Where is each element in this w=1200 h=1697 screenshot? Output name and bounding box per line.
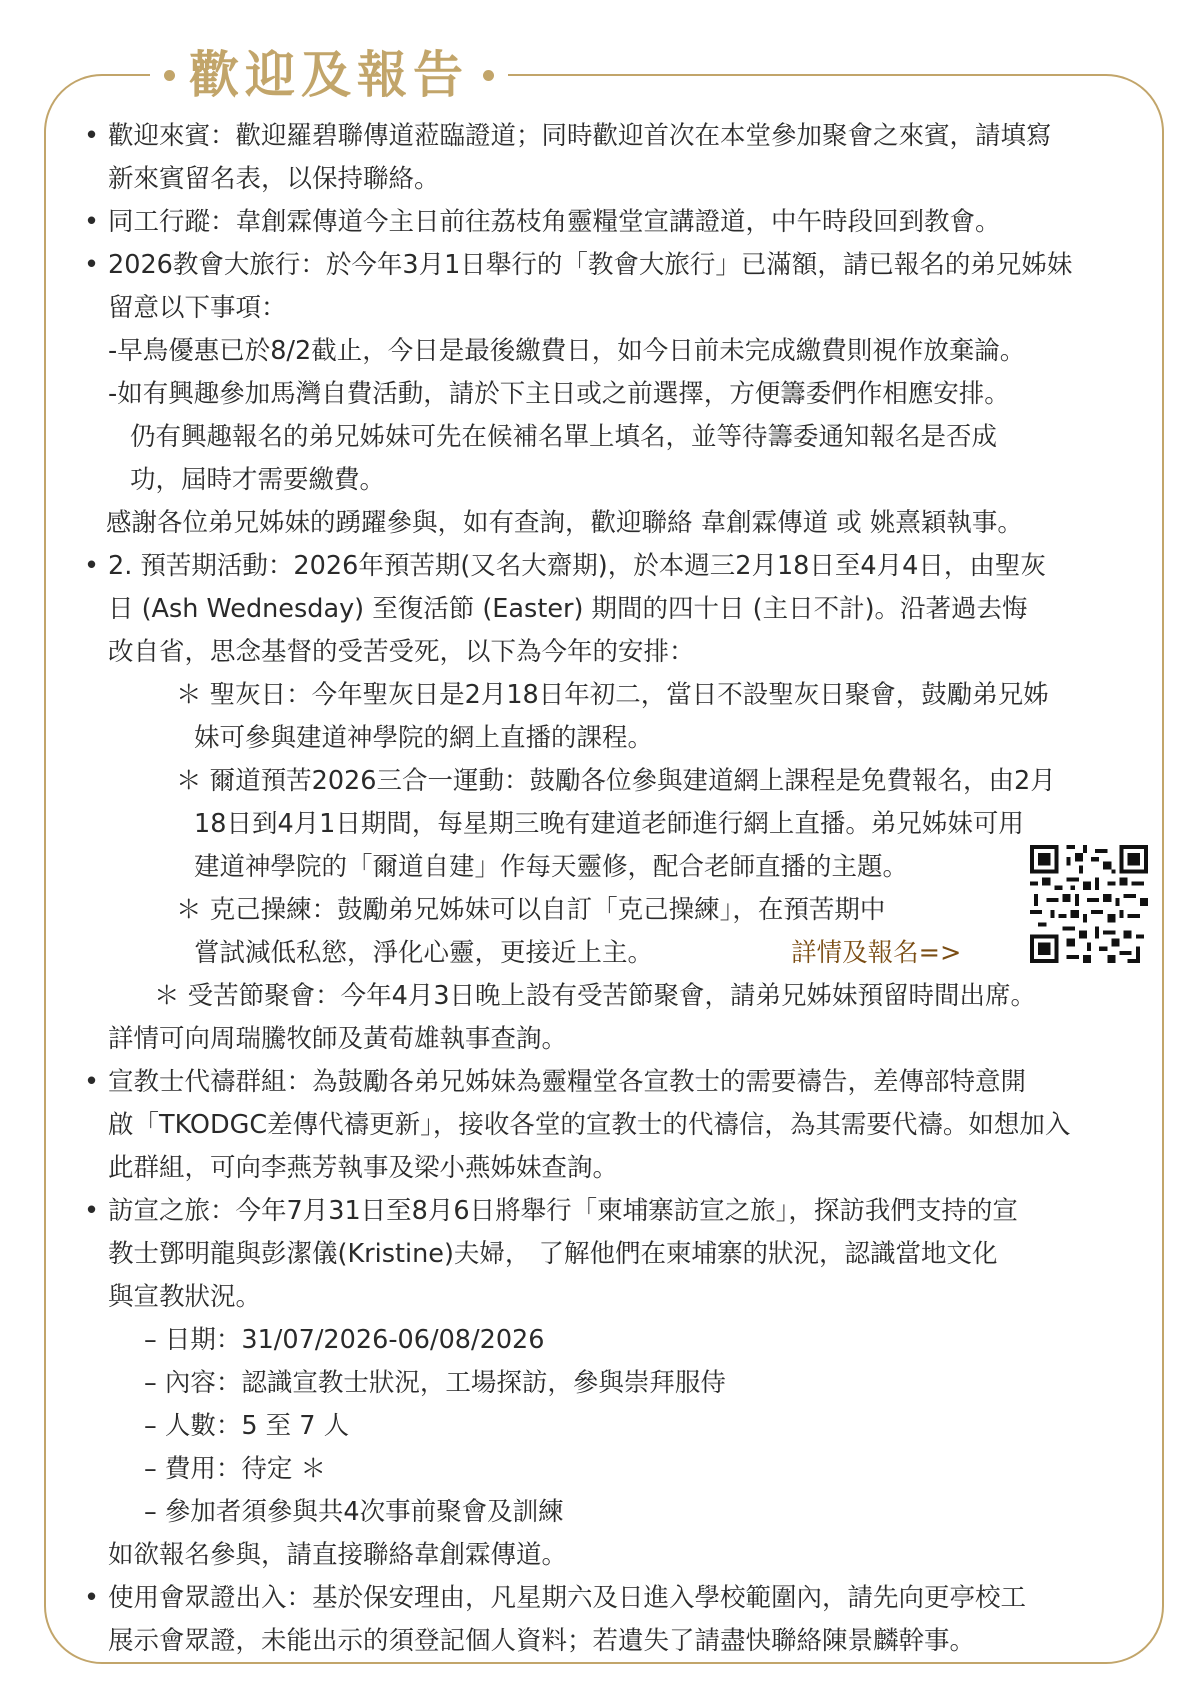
bullet: • [84, 207, 100, 237]
bullet: • [84, 250, 100, 280]
bullet: • [84, 1583, 100, 1613]
announcement-church-trip [84, 244, 1159, 330]
title-bar [150, 40, 508, 110]
announcements [84, 115, 1159, 1663]
dash-line: – 參加者須參與共4次事前聚會及訓練 [144, 1497, 564, 1527]
text-line: 留意以下事項： [108, 293, 287, 323]
star-line: ＊ 受苦節聚會：今年4月3日晚上設有受苦節聚會，請弟兄姊妹預留時間出席。 [154, 981, 1037, 1011]
page-title: 歡迎及報告 [189, 46, 469, 104]
star-line: ＊ 聖灰日：今年聖灰日是2月18日年初二，當日不設聖灰日聚會，鼓勵弟兄姊 [176, 680, 1049, 710]
title-left-dot [164, 70, 175, 81]
text-line: 2026教會大旅行：於今年3月1日舉行的「教會大旅行」已滿額，請已報名的弟兄姊妹 [108, 250, 1073, 280]
text-line: 啟「TKODGC差傳代禱更新」，接收各堂的宣教士的代禱信，為其需要代禱。如想加入 [108, 1110, 1071, 1140]
note-line: 感謝各位弟兄姊妹的踴躍參與，如有查詢，歡迎聯絡 韋創霖傳道 或 姚熹穎執事。 [106, 508, 1023, 538]
text-line: 展示會眾證，未能出示的須登記個人資料；若遺失了請盡快聯絡陳景麟幹事。 [108, 1626, 976, 1656]
star-line: 妹可參與建道神學院的網上直播的課程。 [194, 723, 654, 753]
announcement-prayer-group [84, 1061, 1159, 1190]
bullet: • [84, 551, 100, 581]
sub-line: 仍有興趣報名的弟兄姊妹可先在候補名單上填名，並等待籌委通知報名是否成 [130, 422, 998, 452]
text-line: 與宣教狀況。 [108, 1282, 262, 1312]
text-line: 日 (Ash Wednesday) 至復活節 (Easter) 期間的四十日 (主日不計)。沿著過去悔 [108, 594, 1028, 624]
sub-line: -早鳥優惠已於8/2截止，今日是最後繳費日，如今日前未完成繳費則視作放棄論。 [108, 336, 1026, 366]
title-right-dot [483, 70, 494, 81]
announcement-mission-trip [84, 1190, 1159, 1319]
sub-line: 功，屆時才需要繳費。 [130, 465, 386, 495]
star-line: 建道神學院的「爾道自建」作每天靈修，配合老師直播的主題。 [194, 852, 909, 882]
text-line: 訪宣之旅：今年7月31日至8月6日將舉行「柬埔寨訪宣之旅」，探訪我們支持的宣 [108, 1196, 1018, 1226]
sub-line: -如有興趣參加馬灣自費活動，請於下主日或之前選擇，方便籌委們作相應安排。 [108, 379, 1010, 409]
announcement-welcome [84, 115, 1159, 201]
text-line: 宣教士代禱群組：為鼓勵各弟兄姊妹為靈糧堂各宣教士的需要禱告，差傳部特意開 [108, 1067, 1027, 1097]
note-line: 如欲報名參與，請直接聯絡韋創霖傳道。 [108, 1540, 568, 1570]
announcement-staff [84, 201, 1159, 244]
bullet: • [84, 121, 100, 151]
text-line: 2. 預苦期活動：2026年預苦期(又名大齋期)，於本週三2月18日至4月4日，由聖灰 [108, 551, 1046, 581]
star-line [84, 932, 1159, 975]
dash-line: – 內容：認識宣教士狀況，工場探訪，參與崇拜服侍 [144, 1368, 726, 1398]
note-line: 詳情可向周瑞騰牧師及黃荀雄執事查詢。 [108, 1024, 568, 1054]
star-line-text: 嘗試減低私慾，淨化心靈，更接近上主。 [194, 938, 654, 968]
text-line: 歡迎來賓：歡迎羅碧聯傳道蒞臨證道；同時歡迎首次在本堂參加聚會之來賓，請填寫 [108, 121, 1052, 151]
star-line: 18日到4月1日期間，每星期三晚有建道老師進行網上直播。弟兄姊妹可用 [194, 809, 1024, 839]
text-line: 新來賓留名表，以保持聯絡。 [108, 164, 440, 194]
dash-line: – 費用：待定 ＊ [144, 1454, 326, 1484]
text-line: 使用會眾證出入：基於保安理由，凡星期六及日進入學校範圍內，請先向更亭校工 [108, 1583, 1027, 1613]
star-line: ＊ 爾道預苦2026三合一運動：鼓勵各位參與建道網上課程是免費報名，由2月 [176, 766, 1056, 796]
dash-line: – 人數：5 至 7 人 [144, 1411, 350, 1441]
qr-code-icon[interactable] [1030, 845, 1148, 963]
text-line: 教士鄧明龍與彭潔儀(Kristine)夫婦， 了解他們在柬埔寨的狀況，認識當地文化 [108, 1239, 998, 1269]
announcement-lent [84, 545, 1159, 674]
bullet: • [84, 1067, 100, 1097]
star-line: ＊ 克己操練：鼓勵弟兄姊妹可以自訂「克己操練」，在預苦期中 [176, 895, 886, 925]
text-line: 同工行蹤：韋創霖傳道今主日前往荔枝角靈糧堂宣講證道，中午時段回到教會。 [108, 207, 1001, 237]
details-registration-link[interactable]: 詳情及報名=> [791, 938, 962, 968]
text-line: 此群組，可向李燕芳執事及梁小燕姊妹查詢。 [108, 1153, 619, 1183]
bullet: • [84, 1196, 100, 1226]
announcement-member-card [84, 1577, 1159, 1663]
text-line: 改自省，思念基督的受苦受死，以下為今年的安排： [108, 637, 695, 667]
dash-line: – 日期：31/07/2026-06/08/2026 [144, 1325, 545, 1355]
